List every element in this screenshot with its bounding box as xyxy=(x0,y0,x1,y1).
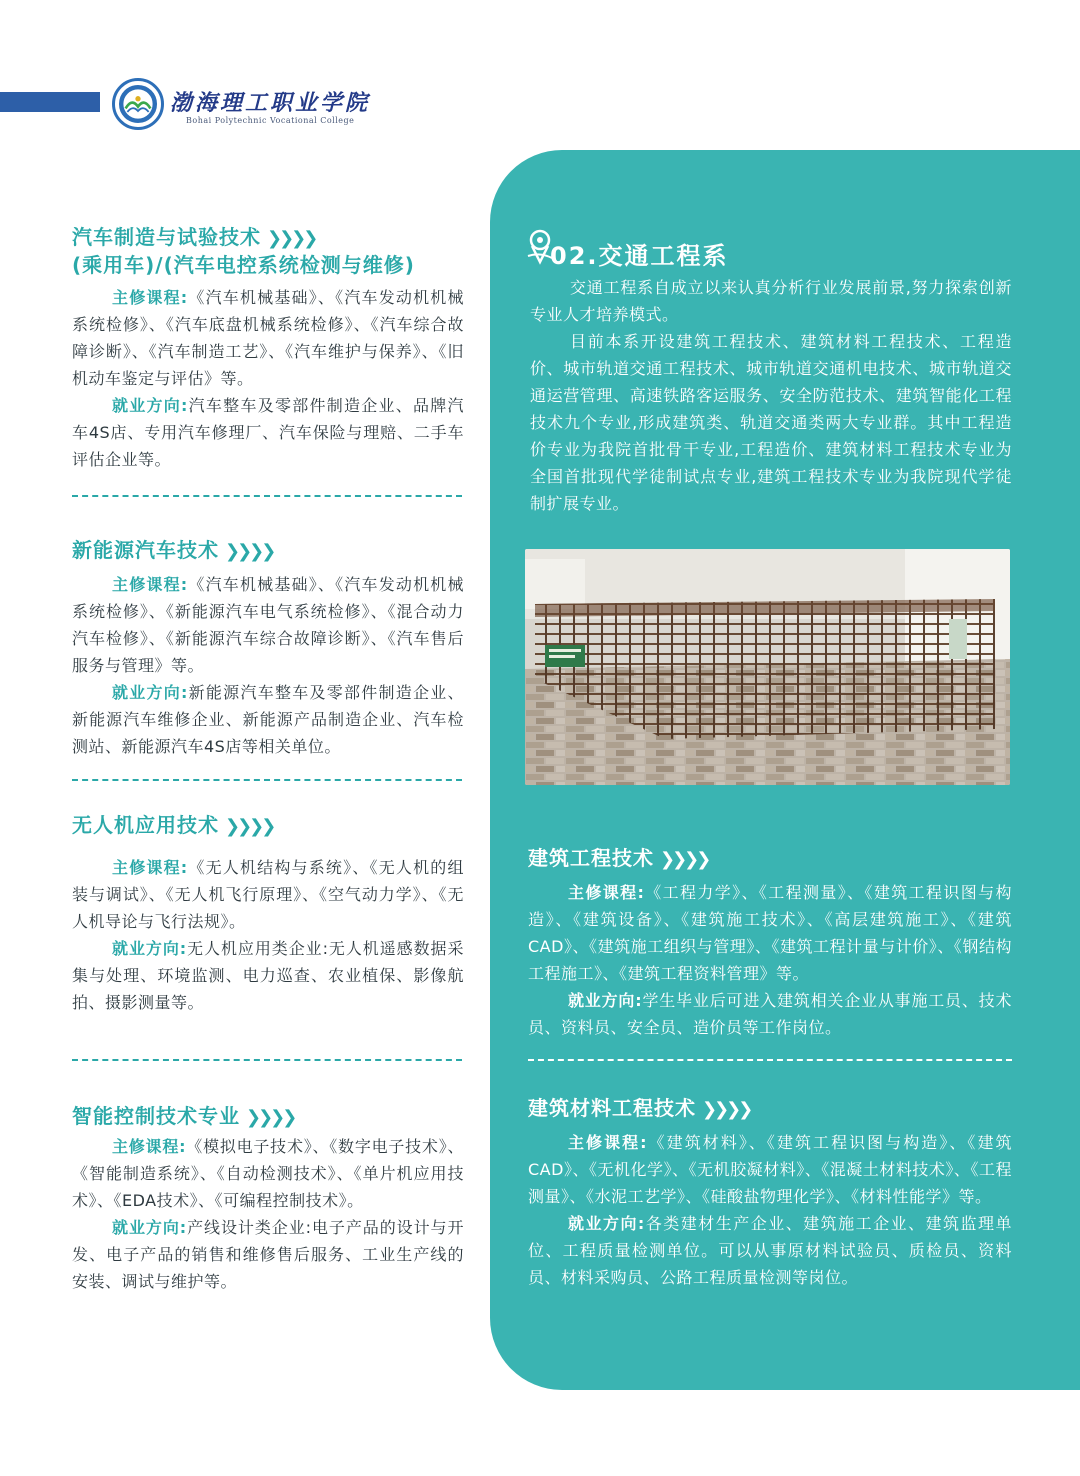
major-intelligent-control xyxy=(72,1103,464,1295)
courses-paragraph: 主修课程:《工程力学》、《工程测量》、《建筑工程识图与构造》、《建筑设备》、《建筑施工技术》、《高层建筑施工》、《建筑CAD》、《建筑施工组织与管理》、《建筑工程计量与计价》、《钢结构工程施工》、《建筑工程资料管理》等。 xyxy=(528,883,1012,983)
section-subtitle: (乘用车)/(汽车电控系统检测与维修) xyxy=(72,253,415,277)
section-title: 无人机应用技术 ❯❯❯❯ xyxy=(72,813,274,837)
department-title: 02.交通工程系 xyxy=(550,242,729,270)
section-divider xyxy=(72,495,462,497)
section-divider xyxy=(72,1059,462,1061)
section-title: 建筑材料工程技术 ❯❯❯❯ xyxy=(528,1096,751,1120)
courses-paragraph: 主修课程:《无人机结构与系统》、《无人机的组装与调试》、《无人机飞行原理》、《空气动力学》、《无人机导论与飞行法规》。 xyxy=(72,858,464,931)
intro-paragraph-2: 目前本系开设建筑工程技术、建筑材料工程技术、工程造价、城市轨道交通工程技术、城市轨道交通机电技术、城市轨道交通运营管理、高速铁路客运服务、安全防范技术、建筑智能化工程技术九个专业,形成建筑类、轨道交通类两大专业群。其中工程造价专业为我院首批骨干专业,工程造价、建筑材料工程技术专业为全国首批现代学徒制试点专业,建筑工程技术专业为我院现代学徒制扩展专业。 xyxy=(530,332,1012,513)
section-divider xyxy=(528,1059,1012,1061)
header-accent-bar xyxy=(0,92,100,112)
department-heading xyxy=(526,228,926,272)
section-title: 建筑工程技术 ❯❯❯❯ xyxy=(528,846,709,870)
section-title: 汽车制造与试验技术 ❯❯❯❯ xyxy=(72,225,316,249)
college-name: 渤海理工职业学院 xyxy=(170,90,371,116)
major-drone-application xyxy=(72,812,464,1016)
chevrons-icon: ❯❯❯❯ xyxy=(702,1099,751,1120)
rebar-training-photo xyxy=(525,549,1010,785)
jobs-paragraph: 就业方向:汽车整车及零部件制造企业、品牌汽车4S店、专用汽车修理厂、汽车保险与理赔、二手车评估企业等。 xyxy=(72,396,464,469)
chevrons-icon: ❯❯❯❯ xyxy=(267,228,316,249)
courses-paragraph: 主修课程:《建筑材料》、《建筑工程识图与构造》、《建筑CAD》、《无机化学》、《无机胶凝材料》、《混凝土材料技术》、《工程测量》、《水泥工艺学》、《硅酸盐物理化学》、《材料性能学》等。 xyxy=(528,1133,1012,1206)
chevrons-icon: ❯❯❯❯ xyxy=(246,1107,295,1128)
courses-paragraph: 主修课程:《汽车机械基础》、《汽车发动机机械系统检修》、《汽车底盘机械系统检修》、《汽车综合故障诊断》、《汽车制造工艺》、《汽车维护与保养》、《旧机动车鉴定与评估》等。 xyxy=(72,288,464,388)
chevrons-icon: ❯❯❯❯ xyxy=(225,816,274,837)
major-auto-manufacturing xyxy=(72,224,464,473)
intro-paragraph-1: 交通工程系自成立以来认真分析行业发展前景,努力探索创新专业人才培养模式。 xyxy=(530,278,1012,324)
chevrons-icon: ❯❯❯❯ xyxy=(225,541,274,562)
college-logo xyxy=(112,78,164,130)
major-building-engineering xyxy=(528,845,1012,1041)
jobs-paragraph: 就业方向:产线设计类企业:电子产品的设计与开发、电子产品的销售和维修售后服务、工业生产线的安装、调试与维护等。 xyxy=(72,1218,464,1291)
jobs-paragraph: 就业方向:新能源汽车整车及零部件制造企业、新能源汽车维修企业、新能源产品制造企业、汽车检测站、新能源汽车4S店等相关单位。 xyxy=(72,683,464,756)
courses-paragraph: 主修课程:《模拟电子技术》、《数字电子技术》、《智能制造系统》、《自动检测技术》、《单片机应用技术》、《EDA技术》、《可编程控制技术》。 xyxy=(72,1137,464,1210)
section-divider xyxy=(72,779,462,781)
chevrons-icon: ❯❯❯❯ xyxy=(660,849,709,870)
section-title: 智能控制技术专业 ❯❯❯❯ xyxy=(72,1104,295,1128)
jobs-paragraph: 就业方向:各类建材生产企业、建筑施工企业、建筑监理单位、工程质量检测单位。可以从事原材料试验员、质检员、资料员、材料采购员、公路工程质量检测等岗位。 xyxy=(528,1214,1012,1287)
jobs-paragraph: 就业方向:无人机应用类企业:无人机遥感数据采集与处理、环境监测、电力巡查、农业植保、影像航拍、摄影测量等。 xyxy=(72,939,464,1012)
section-title: 新能源汽车技术 ❯❯❯❯ xyxy=(72,538,274,562)
jobs-paragraph: 就业方向:学生毕业后可进入建筑相关企业从事施工员、技术员、资料员、安全员、造价员等工作岗位。 xyxy=(528,991,1012,1037)
major-new-energy-vehicle xyxy=(72,537,464,760)
department-intro xyxy=(530,274,1012,517)
courses-paragraph: 主修课程:《汽车机械基础》、《汽车发动机机械系统检修》、《新能源汽车电气系统检修》、《混合动力汽车检修》、《新能源汽车综合故障诊断》、《汽车售后服务与管理》等。 xyxy=(72,575,464,675)
college-name-en: Bohai Polytechnic Vocational College xyxy=(186,116,355,125)
major-building-materials xyxy=(528,1095,1012,1291)
